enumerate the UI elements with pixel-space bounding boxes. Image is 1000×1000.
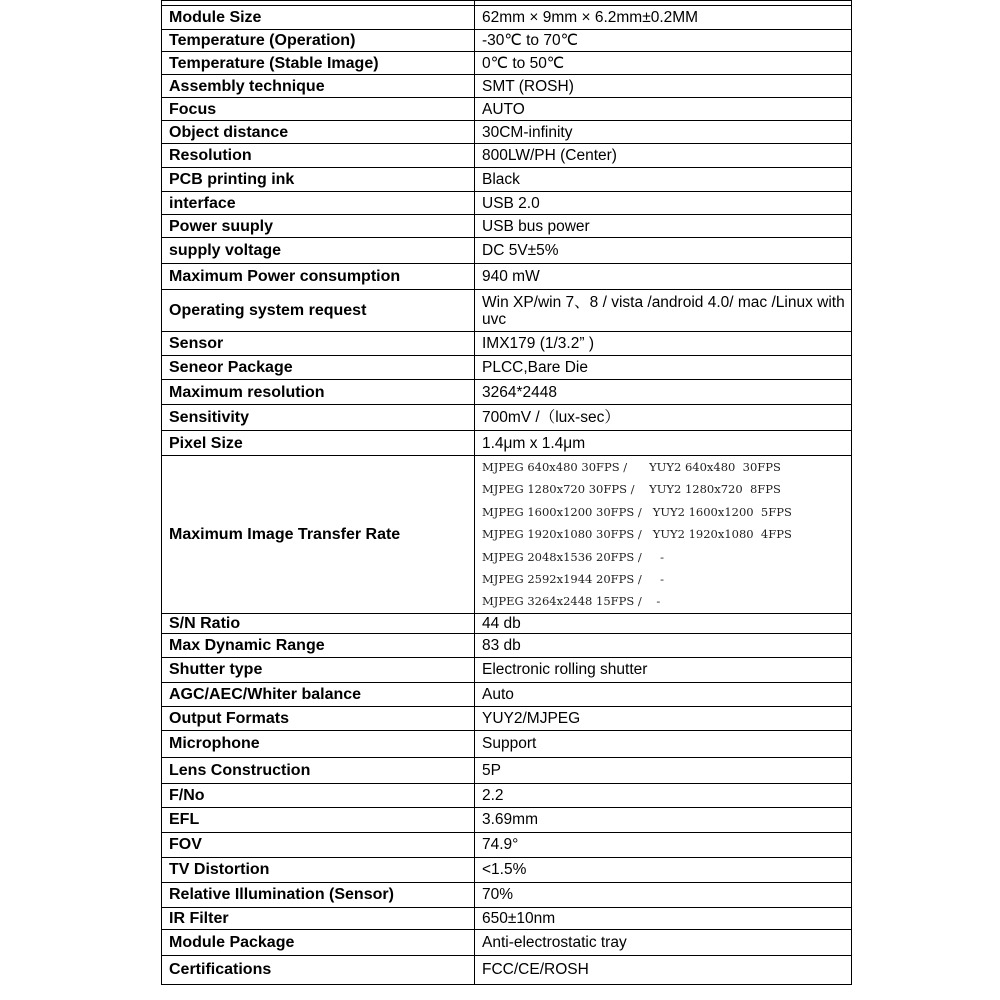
table-row bbox=[162, 75, 852, 98]
spec-value: 650±10nm bbox=[475, 907, 852, 929]
spec-value: <1.5% bbox=[475, 857, 852, 882]
table-row bbox=[162, 290, 852, 332]
rate-line: MJPEG 1920x1080 30FPS / YUY2 1920x1080 4FPS bbox=[482, 527, 792, 542]
spec-value: 0℃ to 50℃ bbox=[475, 52, 852, 75]
table-row bbox=[162, 356, 852, 380]
spec-label: TV Distortion bbox=[162, 857, 475, 882]
spec-label: EFL bbox=[162, 807, 475, 832]
table-row bbox=[162, 121, 852, 144]
spec-value: 800LW/PH (Center) bbox=[475, 144, 852, 168]
spec-value: PLCC,Bare Die bbox=[475, 356, 852, 380]
table-row bbox=[162, 192, 852, 215]
spec-label: Temperature (Operation) bbox=[162, 30, 475, 52]
spec-label: Maximum Power consumption bbox=[162, 264, 475, 290]
spec-value: 5P bbox=[475, 757, 852, 783]
table-row bbox=[162, 857, 852, 882]
spec-label: Seneor Package bbox=[162, 356, 475, 380]
spec-value: 30CM-infinity bbox=[475, 121, 852, 144]
table-row bbox=[162, 633, 852, 657]
table-row bbox=[162, 682, 852, 706]
table-row bbox=[162, 6, 852, 30]
spec-label: Object distance bbox=[162, 121, 475, 144]
table-row bbox=[162, 832, 852, 857]
spec-label: Module Package bbox=[162, 929, 475, 955]
spec-label: AGC/AEC/Whiter balance bbox=[162, 682, 475, 706]
spec-label: Shutter type bbox=[162, 657, 475, 682]
table-row bbox=[162, 807, 852, 832]
spec-value: 62mm × 9mm × 6.2mm±0.2MM bbox=[475, 6, 852, 30]
spec-label: Pixel Size bbox=[162, 431, 475, 456]
table-row bbox=[162, 238, 852, 264]
spec-label: Lens Construction bbox=[162, 757, 475, 783]
spec-value: USB bus power bbox=[475, 215, 852, 238]
table-row bbox=[162, 783, 852, 807]
table-row bbox=[162, 613, 852, 633]
table-row bbox=[162, 730, 852, 757]
spec-value: 700mV /（lux-sec） bbox=[475, 405, 852, 431]
spec-label: Sensor bbox=[162, 332, 475, 356]
table-row bbox=[162, 757, 852, 783]
spec-label: Operating system request bbox=[162, 290, 475, 332]
rate-line: MJPEG 2048x1536 20FPS / - bbox=[482, 549, 664, 564]
spec-table bbox=[161, 0, 852, 985]
table-row bbox=[162, 431, 852, 456]
spec-value: 3264*2448 bbox=[475, 380, 852, 405]
spec-value: 3.69mm bbox=[475, 807, 852, 832]
spec-label: Sensitivity bbox=[162, 405, 475, 431]
spec-value: Electronic rolling shutter bbox=[475, 657, 852, 682]
spec-value: USB 2.0 bbox=[475, 192, 852, 215]
spec-value: Anti-electrostatic tray bbox=[475, 929, 852, 955]
spec-value: FCC/CE/ROSH bbox=[475, 955, 852, 984]
table-row bbox=[162, 405, 852, 431]
spec-label: Output Formats bbox=[162, 706, 475, 730]
spec-label: IR Filter bbox=[162, 907, 475, 929]
spec-label: F/No bbox=[162, 783, 475, 807]
table-row bbox=[162, 380, 852, 405]
rate-line: MJPEG 2592x1944 20FPS / - bbox=[482, 572, 664, 587]
spec-label: Temperature (Stable Image) bbox=[162, 52, 475, 75]
spec-label: Module Size bbox=[162, 6, 475, 30]
rate-line: MJPEG 1280x720 30FPS / YUY2 1280x720 8FPS bbox=[482, 482, 781, 497]
table-row bbox=[162, 657, 852, 682]
table-row bbox=[162, 907, 852, 929]
table-row bbox=[162, 332, 852, 356]
table-row bbox=[162, 52, 852, 75]
spec-value: SMT (ROSH) bbox=[475, 75, 852, 98]
spec-value: 940 mW bbox=[475, 264, 852, 290]
table-row bbox=[162, 955, 852, 984]
spec-value: YUY2/MJPEG bbox=[475, 706, 852, 730]
spec-label: Maximum resolution bbox=[162, 380, 475, 405]
spec-label: Certifications bbox=[162, 955, 475, 984]
rate-line: MJPEG 3264x2448 15FPS / - bbox=[482, 594, 661, 609]
spec-value: Auto bbox=[475, 682, 852, 706]
spec-label: Maximum Image Transfer Rate bbox=[162, 456, 475, 614]
spec-label: Resolution bbox=[162, 144, 475, 168]
spec-label: PCB printing ink bbox=[162, 168, 475, 192]
spec-value: Support bbox=[475, 730, 852, 757]
spec-label: S/N Ratio bbox=[162, 613, 475, 633]
table-row bbox=[162, 30, 852, 52]
spec-value: 2.2 bbox=[475, 783, 852, 807]
spec-value: -30℃ to 70℃ bbox=[475, 30, 852, 52]
table-row bbox=[162, 215, 852, 238]
table-row bbox=[162, 929, 852, 955]
spec-value: 83 db bbox=[475, 633, 852, 657]
spec-value: Black bbox=[475, 168, 852, 192]
rate-list bbox=[475, 456, 852, 614]
table-row bbox=[162, 98, 852, 121]
table-row bbox=[162, 264, 852, 290]
table-row bbox=[162, 168, 852, 192]
spec-label: Microphone bbox=[162, 730, 475, 757]
spec-label: interface bbox=[162, 192, 475, 215]
table-row bbox=[162, 706, 852, 730]
spec-table-body bbox=[162, 1, 852, 985]
spec-value: IMX179 (1/3.2” ) bbox=[475, 332, 852, 356]
spec-label: Power suuply bbox=[162, 215, 475, 238]
spec-label: Relative Illumination (Sensor) bbox=[162, 882, 475, 907]
spec-value: 74.9° bbox=[475, 832, 852, 857]
spec-label: supply voltage bbox=[162, 238, 475, 264]
spec-label: Assembly technique bbox=[162, 75, 475, 98]
table-row bbox=[162, 882, 852, 907]
spec-label: Focus bbox=[162, 98, 475, 121]
rate-line: MJPEG 1600x1200 30FPS / YUY2 1600x1200 5FPS bbox=[482, 504, 792, 519]
spec-value: DC 5V±5% bbox=[475, 238, 852, 264]
spec-value: 1.4μm x 1.4μm bbox=[475, 431, 852, 456]
spec-value: 44 db bbox=[475, 613, 852, 633]
spec-label: FOV bbox=[162, 832, 475, 857]
spec-value: 70% bbox=[475, 882, 852, 907]
spec-value: Win XP/win 7、8 / vista /android 4.0/ mac /Linux with uvc bbox=[475, 290, 852, 332]
spec-label: Max Dynamic Range bbox=[162, 633, 475, 657]
table-row bbox=[162, 456, 852, 614]
spec-value: AUTO bbox=[475, 98, 852, 121]
table-row bbox=[162, 144, 852, 168]
rate-line: MJPEG 640x480 30FPS / YUY2 640x480 30FPS bbox=[482, 460, 781, 474]
